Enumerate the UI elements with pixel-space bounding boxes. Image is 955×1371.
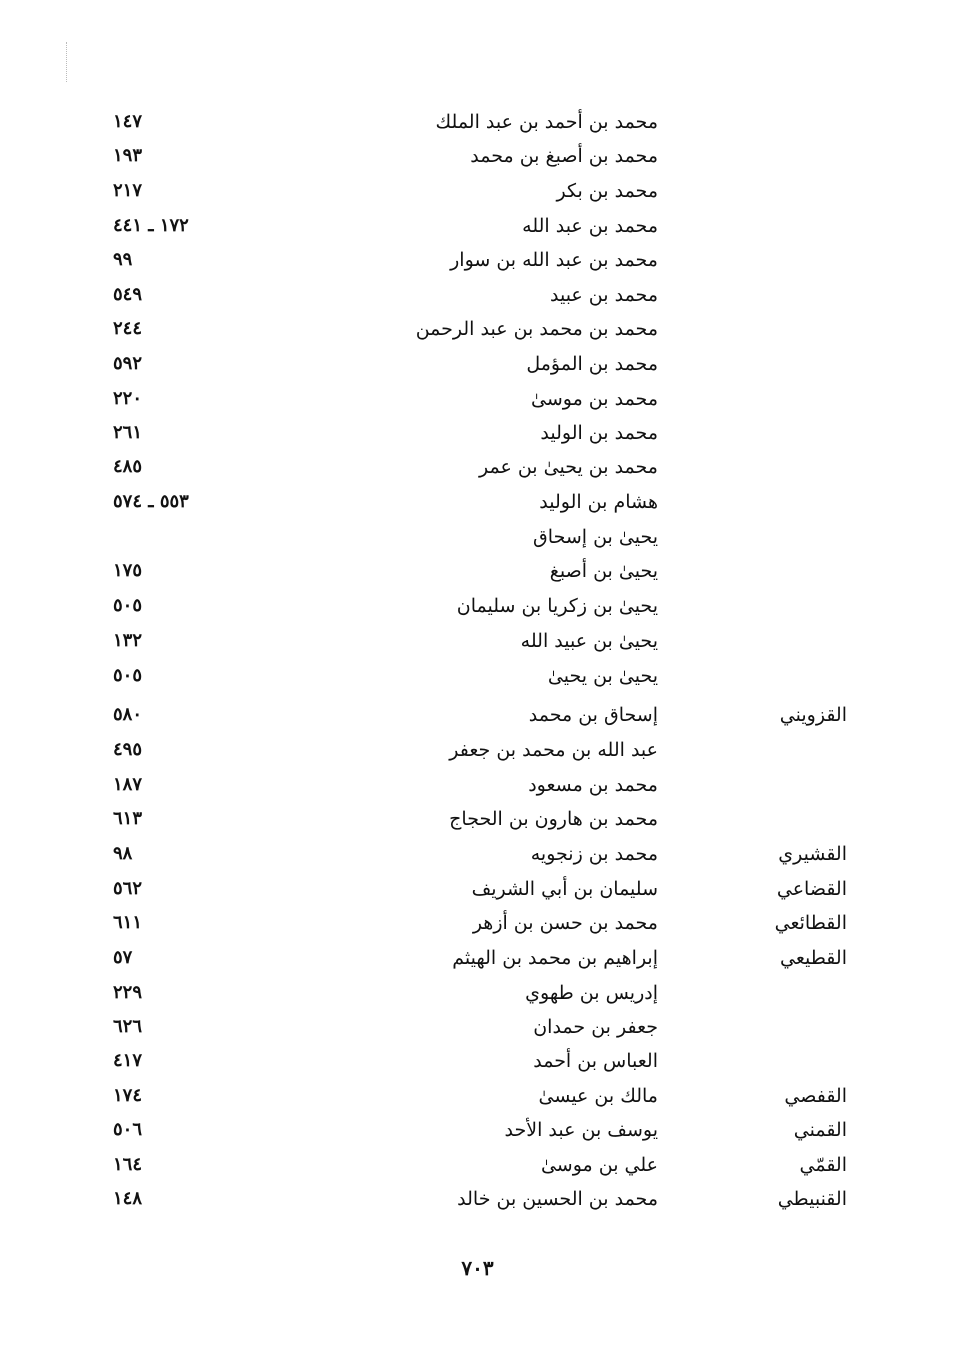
index-entry	[0, 107, 955, 141]
index-entry	[0, 626, 955, 660]
entry-pages: ١٤٨	[113, 1188, 143, 1209]
entry-pages: ٩٨	[113, 843, 133, 864]
entry-pages: ٥٨٠	[113, 704, 143, 725]
entry-pages: ١٩٣	[113, 145, 143, 166]
index-entry	[0, 1115, 955, 1149]
entry-name: إبراهيم بن محمد بن الهيثم	[452, 947, 658, 969]
entry-nisba: القشيري	[778, 843, 847, 865]
entry-nisba: القمّي	[799, 1154, 847, 1176]
entry-name: محمد بن الحسين بن خالد	[457, 1188, 658, 1210]
entry-pages: ٥٠٥	[113, 595, 143, 616]
entry-name: محمد بن مسعود	[528, 774, 658, 796]
index-entry	[0, 556, 955, 590]
entry-name: محمد بن الوليد	[540, 422, 658, 444]
entry-name: محمد بن عبد الله	[522, 215, 658, 237]
scan-mark	[66, 42, 69, 82]
entry-name: إدريس بن طهوي	[525, 982, 658, 1004]
index-entry	[0, 349, 955, 383]
entry-pages: ٢٢٠	[113, 388, 143, 409]
index-entry	[0, 1150, 955, 1184]
index-entry	[0, 280, 955, 314]
entry-name: مالك بن عيسىٰ	[538, 1085, 658, 1107]
entry-name: محمد بن أحمد بن عبد الملك	[435, 111, 658, 133]
entry-pages: ٥٠٦	[113, 1119, 143, 1140]
index-entry	[0, 384, 955, 418]
page-number: ٧٠٣	[461, 1256, 494, 1280]
entry-name: هشام بن الوليد	[539, 491, 658, 513]
entry-pages: ١٦٤	[113, 1154, 143, 1175]
entry-pages: ٥٧	[113, 947, 133, 968]
entry-nisba: القنبيطي	[777, 1188, 847, 1210]
entry-name: سليمان بن أبي الشريف	[471, 878, 658, 900]
index-entry	[0, 1046, 955, 1080]
entry-nisba: القمني	[793, 1119, 847, 1141]
index-entry	[0, 176, 955, 210]
index-entry	[0, 522, 955, 556]
entry-name: محمد بن عبد الله بن سوار	[450, 249, 658, 271]
index-entry	[0, 978, 955, 1012]
entry-name: يحيىٰ بن يحيىٰ	[547, 665, 658, 687]
entry-pages: ٥٩٢	[113, 353, 143, 374]
index-entry	[0, 1081, 955, 1115]
index-entry	[0, 770, 955, 804]
index-entry	[0, 314, 955, 348]
entry-name: محمد بن يحيىٰ بن عمر	[479, 456, 658, 478]
entry-name: محمد بن موسىٰ	[531, 388, 658, 410]
entry-pages: ١٨٧	[113, 774, 143, 795]
entry-name: إسحاق بن محمد	[528, 704, 658, 726]
entry-nisba: القطائعي	[774, 912, 847, 934]
entry-nisba: القطيعي	[779, 947, 847, 969]
entry-nisba: القضاعي	[776, 878, 847, 900]
entry-pages: ٢٢٩	[113, 982, 143, 1003]
entry-nisba: القزويني	[779, 704, 847, 726]
index-entry	[0, 700, 955, 734]
index-entry	[0, 661, 955, 695]
index-entry	[0, 1012, 955, 1046]
index-entry	[0, 908, 955, 942]
entry-name: يحيىٰ بن عبيد الله	[520, 630, 658, 652]
index-entry	[0, 245, 955, 279]
entry-pages: ٤٨٥	[113, 456, 143, 477]
entry-pages: ٥٠٥	[113, 665, 143, 686]
entry-name: محمد بن بكر	[556, 180, 658, 202]
index-entry	[0, 211, 955, 245]
entry-nisba: القفصي	[784, 1085, 847, 1107]
index-entry	[0, 418, 955, 452]
entry-pages: ٥٥٣ ـ ٥٧٤	[113, 491, 189, 512]
entry-pages: ٦١١	[113, 912, 143, 933]
index-entry	[0, 943, 955, 977]
entry-name: محمد بن حسن بن أزهر	[472, 912, 658, 934]
entry-pages: ٥٦٢	[113, 878, 143, 899]
entry-pages: ١٣٢	[113, 630, 143, 651]
entry-pages: ١٤٧	[113, 111, 143, 132]
entry-name: يوسف بن عبد الأحد	[504, 1119, 658, 1141]
entry-name: العباس بن أحمد	[533, 1050, 658, 1072]
entry-name: يحيىٰ بن أصبغ	[549, 560, 658, 582]
entry-name: يحيىٰ بن إسحاق	[533, 526, 658, 548]
entry-name: محمد بن أصبغ بن محمد	[470, 145, 658, 167]
index-entry	[0, 1184, 955, 1218]
entry-pages: ٦١٣	[113, 808, 143, 829]
entry-name: محمد بن زنجويه	[530, 843, 658, 865]
entry-name: محمد بن هارون بن الحجاج	[449, 808, 658, 830]
entry-pages: ٩٩	[113, 249, 133, 270]
entry-pages: ٢٤٤	[113, 318, 143, 339]
index-entry	[0, 141, 955, 175]
index-entry	[0, 487, 955, 521]
index-entry	[0, 839, 955, 873]
entry-pages: ٢٦١	[113, 422, 143, 443]
entry-name: محمد بن المؤمل	[526, 353, 658, 375]
entry-pages: ١٧٤	[113, 1085, 143, 1106]
entry-name: يحيىٰ بن زكريا بن سليمان	[456, 595, 658, 617]
entry-name: عبد الله بن محمد بن جعفر	[449, 739, 658, 761]
entry-name: علي بن موسىٰ	[540, 1154, 658, 1176]
index-entry	[0, 874, 955, 908]
entry-pages: ٥٤٩	[113, 284, 143, 305]
entry-pages: ١٧٢ ـ ٤٤١	[113, 215, 189, 236]
index-entry	[0, 452, 955, 486]
entry-name: محمد بن محمد بن عبد الرحمن	[415, 318, 658, 340]
entry-name: محمد بن عبيد	[549, 284, 658, 306]
index-entry	[0, 804, 955, 838]
entry-pages: ٤١٧	[113, 1050, 143, 1071]
entry-pages: ٢١٧	[113, 180, 143, 201]
index-entry	[0, 735, 955, 769]
entry-pages: ٦٢٦	[113, 1016, 143, 1037]
entry-name: جعفر بن حمدان	[533, 1016, 658, 1038]
entry-pages: ١٧٥	[113, 560, 143, 581]
index-entry	[0, 591, 955, 625]
entry-pages: ٤٩٥	[113, 739, 143, 760]
